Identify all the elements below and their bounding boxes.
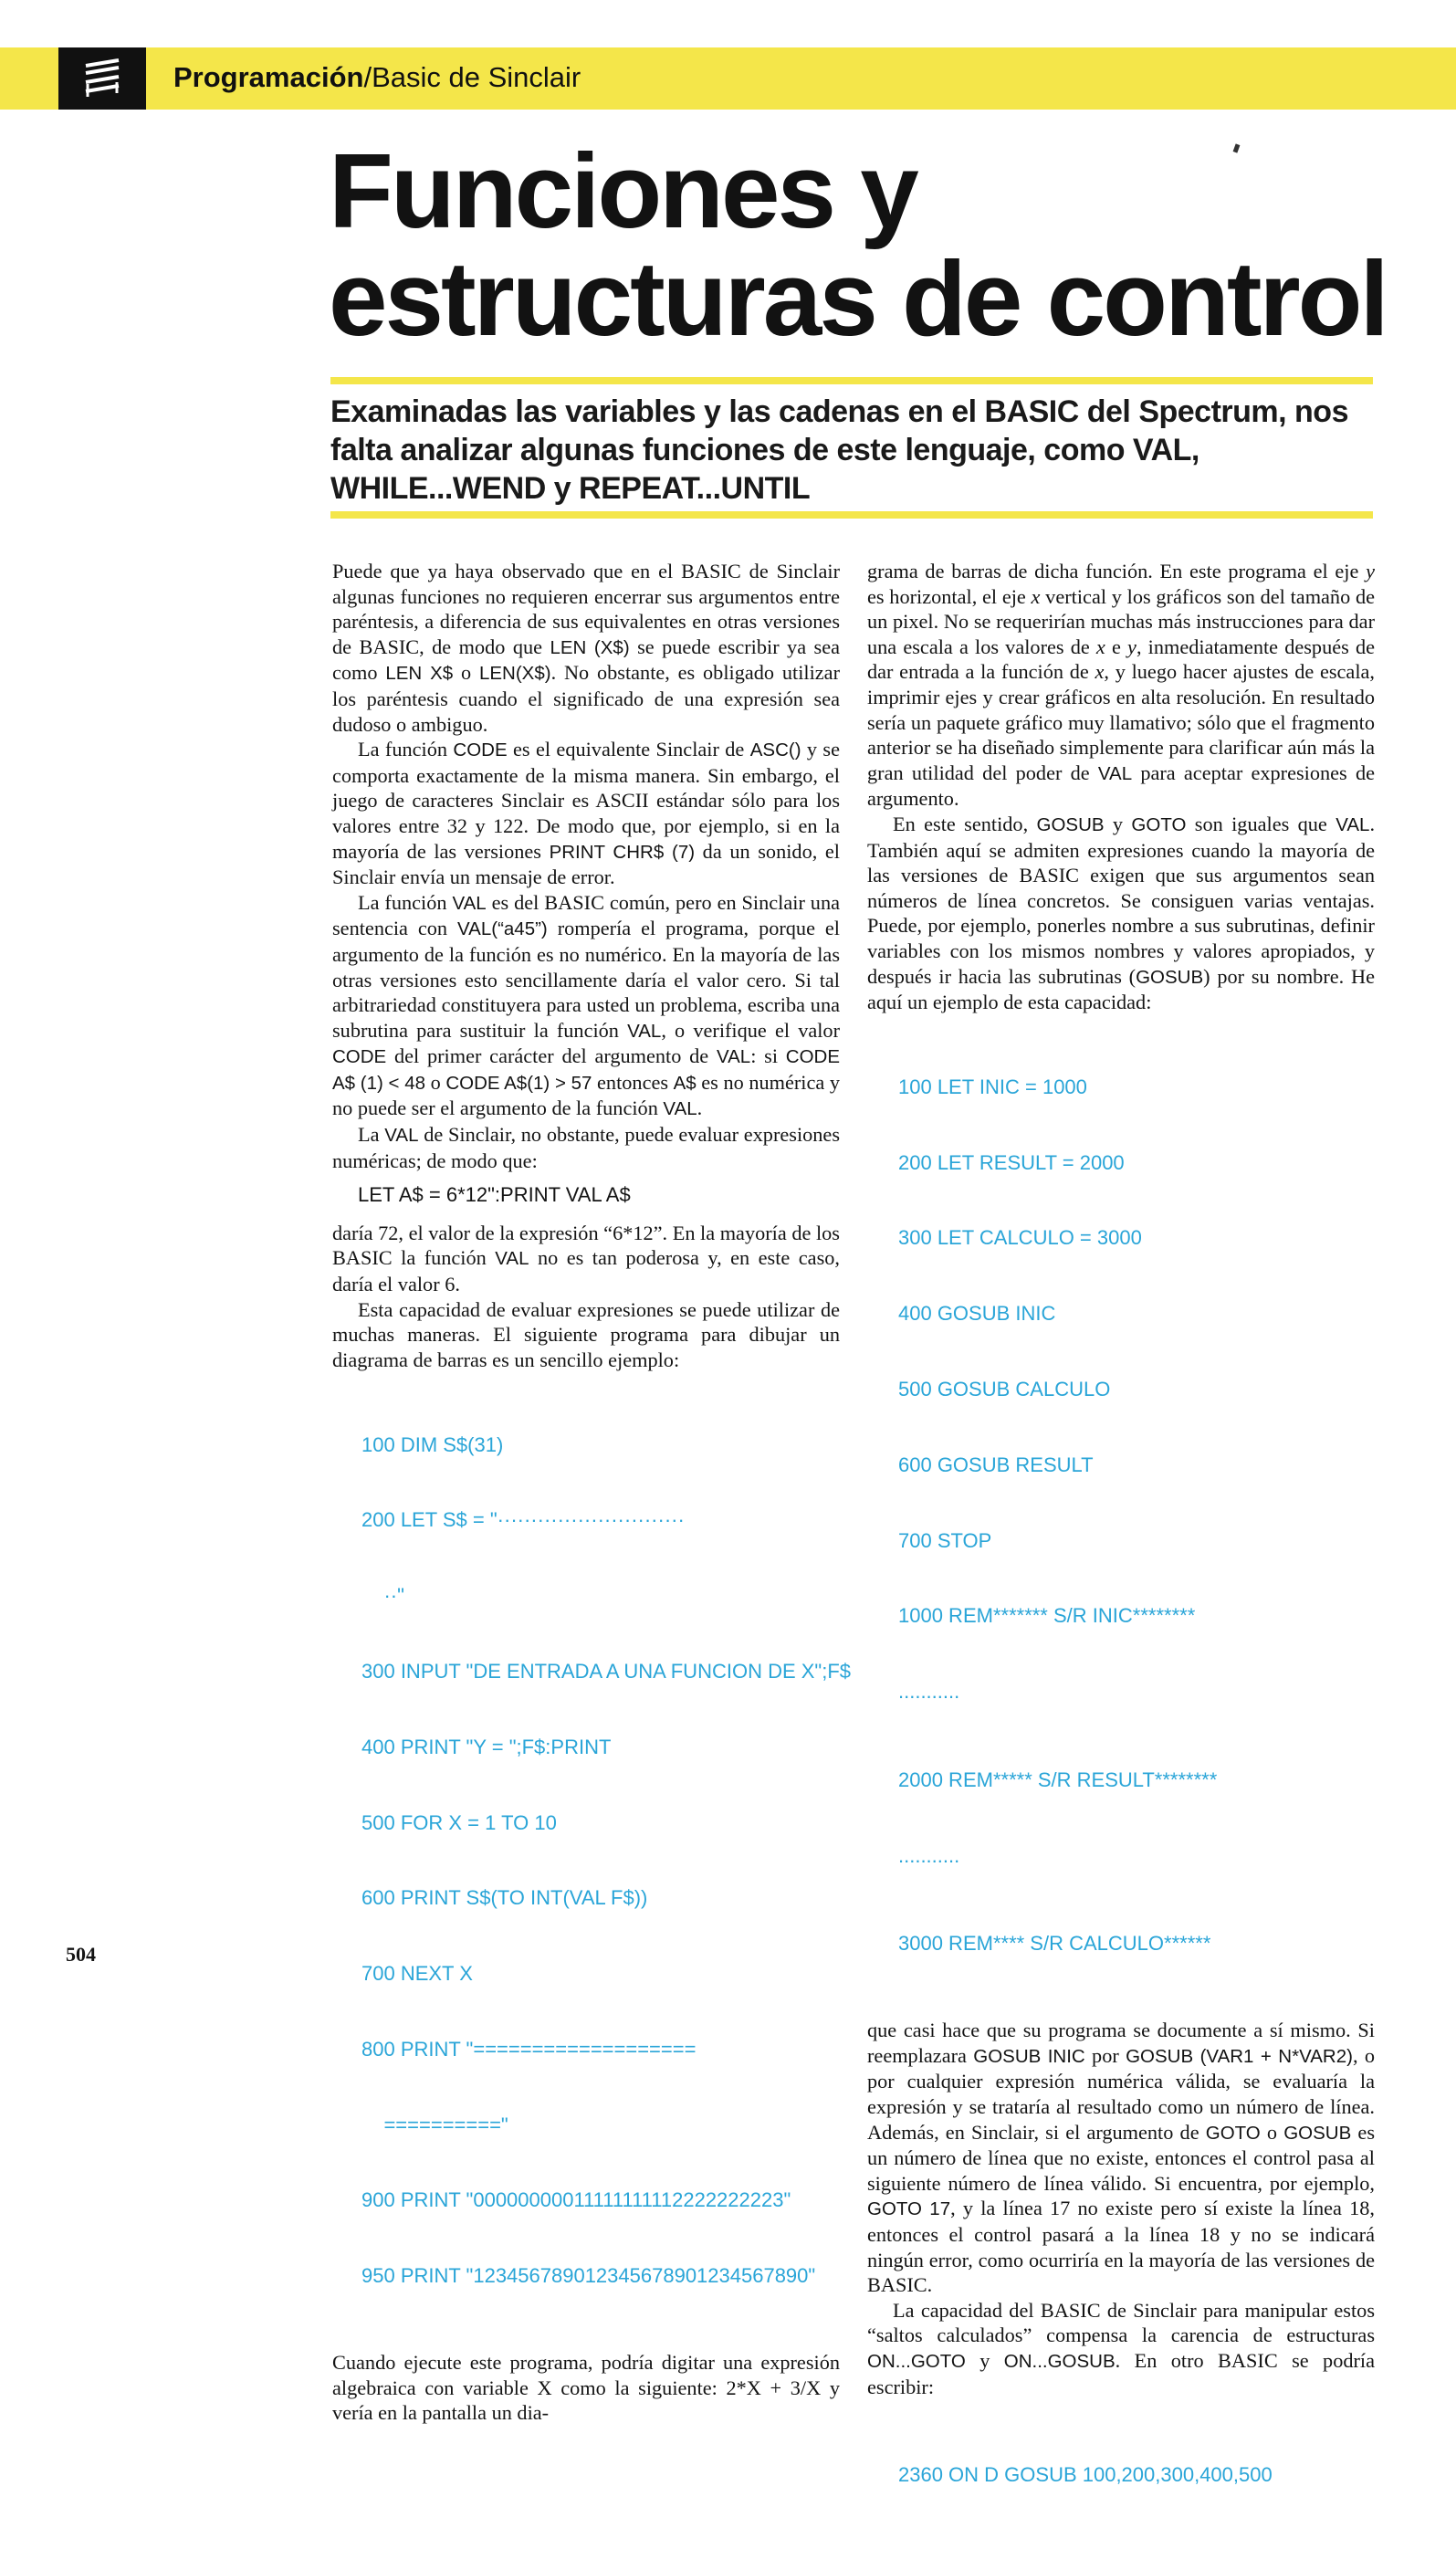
code-line: 100 DIM S$(31) [361,1432,504,1456]
paragraph: que casi hace que su programa se documente a sí mismo. Si reemplazara GOSUB INIC por GOSUB (VAR1 + N*VAR2), o por cualquier expresión numérica válida, se evaluaría la expresión y se trataría al resultado como un número de línea. Además, en Sinclair, si el argumento de GOTO o GOSUB es un número de línea que no existe, entonces el control pasa al siguiente número de línea válido. Si encuentra, por ejemplo, GOTO 17, y la línea 17 no existe pero sí existe la línea 18, entonces el control pasará a la línea 18 y no se indicará ningún error, como ocurriría en la mayoría de las versiones de BASIC. [867,2019,1375,2297]
code-line: ........... [898,1843,960,1867]
code-line: 1000 REM******* S/R INIC******** [898,1604,1196,1628]
code-line: ==========" [361,2113,508,2136]
article-subtitle [330,393,1373,508]
title-line-1: Funciones y [329,131,917,250]
code-line: 400 GOSUB INIC [898,1302,1056,1326]
subtitle-rule-top [330,377,1373,384]
code-line: 400 PRINT "Y = ";F$:PRINT [361,1735,612,1758]
title-line-2: estructuras de control [329,239,1387,358]
paragraph: La capacidad del BASIC de Sinclair para manipular estos “saltos calculados” compensa la carencia de estructuras ON...GOTO y ON...GOSUB. En otro BASIC se podría escribir: [867,2298,1376,2398]
bar-chart-program [332,1381,852,2339]
code-line: 600 GOSUB RESULT [898,1453,1094,1476]
code-line: ........... [898,1680,960,1704]
code-line: 600 PRINT S$(TO INT(VAL F$)) [361,1886,648,1910]
code-line: 300 INPUT "DE ENTRADA A UNA FUNCION DE X";F$ [361,1659,852,1683]
on-gosub-program [867,2412,1375,2538]
article-title [329,131,1387,358]
code-line: 500 GOSUB CALCULO [898,1378,1111,1400]
paragraph: Puede que ya haya observado que en el BASIC de Sinclair algunas funciones no requieren encerrar sus argumentos entre paréntesis, a diferencia de sus equivalentes en otras versiones de BASIC, de modo que LEN (X$) se puede escribir ya sea como LEN X$ o LEN(X$). No obstante, es obligado utilizar los paréntesis cuando el significado de una expresión sea dudoso o ambiguo. [332,560,841,736]
stylized-m-logo-icon [58,47,146,110]
paragraph: Cuando ejecute este programa, podría digitar una expresión algebraica con variable X como la siguiente: 2*X + 3/X y vería en la pantalla un dia- [332,2350,840,2425]
subtitle-text-2: del Spectrum, nos falta analizar algunas funciones de este lenguaje, como VAL, WHILE...WEND y REPEAT...UNTIL [330,394,1348,506]
subtitle-text: Examinadas las variables y las cadenas en el [330,394,985,429]
paragraph: En este sentido, GOSUB y GOTO son iguales que VAL. También aquí se admiten expresiones cuando la mayoría de las versiones de BASIC exigen que sus argumentos sean números de línea concretos. Se consiguen varias ventajas. Puede, por ejemplo, ponerles nombre a sus subrutinas, definir variables con los mismos nombres y valores apropiados, y después ir hacia las subrutinas (GOSUB) por su nombre. He aquí un ejemplo de esta capacidad: [867,812,1376,1014]
subtitle-rule-bottom [330,511,1373,519]
code-line: 2360 ON D GOSUB 100,200,300,400,500 [898,2463,1273,2487]
code-line: 300 LET CALCULO = 3000 [898,1226,1142,1250]
page-number: 504 [66,1943,96,1966]
code-line: 800 PRINT "=================== [361,2037,697,2061]
code-line: 200 LET RESULT = 2000 [898,1150,1125,1174]
subtitle-basic: BASIC [984,394,1079,429]
paragraph: daría 72, el valor de la expresión “6*12”. En la mayoría de los BASIC la función VAL no es tan poderosa y, en este caso, daría el valor 6. [332,1221,840,1296]
code-line: 100 LET INIC = 1000 [898,1075,1087,1098]
code-line: 950 PRINT "123456789012345678901234567890" [361,2264,816,2288]
code-line: 700 NEXT X [361,1962,473,1986]
code-line: 2000 REM***** S/R RESULT******** [898,1768,1218,1791]
paragraph: grama de barras de dicha función. En este programa el eje y es horizontal, el eje x vertical y los gráficos son del tamaño de un pixel. No se requerirían muchas más instrucciones para dar una escala a los valores de x e y, inmediatamente después de dar entrada a la función de x, y luego hacer ajustes de escala, imprimir ejes y crear gráficos en alta resolución. En resultado sería un paquete gráfico muy llamativo; sólo que el fragmento anterior se ha diseñado simplemente para clarificar aún más la gran utilidad del poder de VAL para aceptar expresiones de argumento. [867,560,1376,811]
code-line: 3000 REM**** S/R CALCULO****** [898,1932,1211,1956]
right-column [867,559,1375,2549]
section-label [173,58,581,97]
logo-glyph [80,57,124,100]
code-line: 900 PRINT "00000000011111111112222222223" [361,2188,791,2212]
left-column [332,559,852,2426]
gosub-program [867,1024,1375,2008]
code-line: 200 LET S$ = "···························· [361,1508,685,1532]
paragraph: La VAL de Sinclair, no obstante, puede evaluar expresiones numéricas; de modo que: [332,1123,841,1172]
section-label-bold: Programación [173,61,364,93]
code-line: ··" [361,1584,404,1608]
paragraph: La función VAL es del BASIC común, pero en Sinclair una sentencia con VAL(“a45”) rompería el programa, porque el argumento de la función es no numérico. En la mayoría de las otras versiones esto sencillamente daría el valor cero. Si tal arbitrariedad constituyera para usted un problema, escriba una subrutina para sustituir la función VAL, o verifique el valor CODE del primer carácter del argumento de VAL: si CODE A$ (1) < 48 o CODE A$(1) > 57 entonces A$ es no numérica y no puede ser el argumento de la función VAL. [332,890,841,1120]
paragraph: Esta capacidad de evaluar expresiones se puede utilizar de muchas maneras. El siguiente programa para dibujar un diagrama de barras es un sencillo ejemplo: [332,1297,840,1371]
section-label-rest: /Basic de Sinclair [363,61,581,93]
example-code: LET A$ = 6*12":PRINT VAL A$ [358,1183,631,1207]
code-line: 700 STOP [898,1528,992,1552]
code-line: 500 FOR X = 1 TO 10 [361,1810,557,1834]
paragraph: La función CODE es el equivalente Sinclair de ASC() y se comporta exactamente de la misma manera. Sin embargo, el juego de caracteres Sinclair es ASCII estándar sólo para los valores entre 32 y 122. De modo que, por ejemplo, si en la mayoría de las versiones PRINT CHR$ (7) da un sonido, el Sinclair envía un mensaje de error. [332,738,841,889]
